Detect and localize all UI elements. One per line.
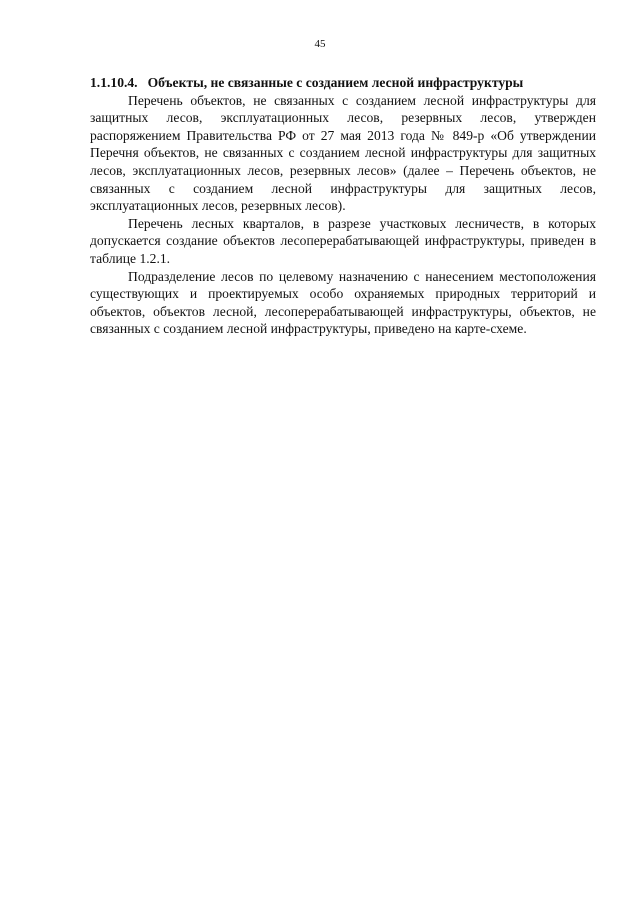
paragraph: Перечень объектов, не связанных с созданием лесной инфраструктуры для защитных лесов, эксплуатационных лесов, резервных лесов, утвержден распоряжением Правительства РФ от 27 мая 2013 года № 849-р «Об утверждении Перечня объектов, не связанных с созданием лесной инфраструктуры для защитных лесов, эксплуатационных лесов, резервных лесов» (далее – Перечень объектов, не связанных с созданием лесной инфраструктуры для защитных лесов, эксплуатационных лесов, резервных лесов). — [90, 92, 596, 214]
page-number: 45 — [314, 38, 326, 50]
section-number: 1.1.10.4. — [90, 75, 138, 90]
paragraph: Перечень лесных кварталов, в разрезе участковых лесничеств, в которых допускается создание объектов лесоперерабатывающей инфраструктуры, приведен в таблице 1.2.1. — [90, 215, 596, 266]
section-heading — [90, 74, 596, 92]
paragraph: Подразделение лесов по целевому назначению с нанесением местоположения существующих и проектируемых особо охраняемых природных территорий и объектов, объектов лесной, лесоперерабатывающей инфраструктуры, объектов, не связанных с созданием лесной инфраструктуры, приведено на карте-схеме. — [90, 268, 596, 337]
section-title: Объекты, не связанные с созданием лесной инфраструктуры — [147, 75, 524, 90]
document-body — [90, 74, 596, 338]
